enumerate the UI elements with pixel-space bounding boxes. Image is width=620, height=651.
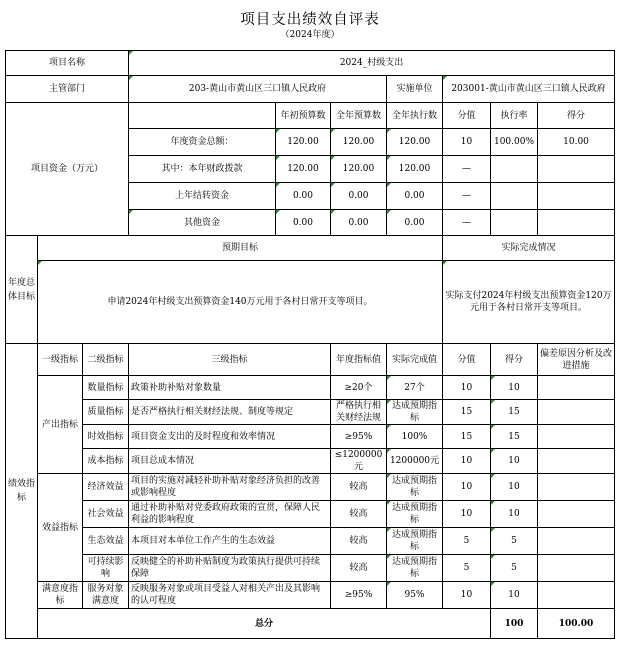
indicator-deviation xyxy=(538,528,615,555)
group-benefit-label: 效益指标 xyxy=(38,474,83,582)
indicator-target: 严格执行相关财经法规 xyxy=(331,400,387,425)
funds-header-initial: 年初预算数 xyxy=(276,103,331,129)
report-year: （2024年度） xyxy=(280,30,340,40)
indicator-sub: 服务对象满意度 xyxy=(83,582,129,609)
funds-row-executed: 0.00 xyxy=(387,183,443,210)
funds-row-executed: 0.00 xyxy=(387,210,443,236)
indicator-score: 15 xyxy=(491,400,538,425)
indicator-desc: 是否严格执行相关财经法规、制度等规定 xyxy=(129,400,331,425)
indicator-score: 5 xyxy=(491,555,538,582)
project-name-label: 项目名称 xyxy=(6,51,129,76)
indicator-sub: 经济效益 xyxy=(83,474,129,501)
funds-row-rate xyxy=(491,156,538,183)
total-value: 100 xyxy=(491,609,538,639)
indicator-desc: 反映服务对象或项目受益人对相关产出及其影响的认可程度 xyxy=(129,582,331,609)
funds-row-annual: 120.00 xyxy=(331,129,387,156)
funds-row-annual: 120.00 xyxy=(331,156,387,183)
indicator-desc: 项目总成本情况 xyxy=(129,449,331,474)
header-level2: 二级指标 xyxy=(83,344,129,376)
funds-row-initial: 0.00 xyxy=(276,210,331,236)
funds-row-annual: 0.00 xyxy=(331,183,387,210)
indicator-score: 10 xyxy=(491,474,538,501)
funds-row-annual: 0.00 xyxy=(331,210,387,236)
indicator-value: 10 xyxy=(443,376,491,400)
unit-label: 实施单位 xyxy=(387,76,443,103)
funds-row-score-value: 10 xyxy=(443,129,491,156)
funds-row-score xyxy=(538,183,615,210)
indicator-actual: 达成预期指标 xyxy=(387,400,443,425)
indicator-actual: 95% xyxy=(387,582,443,609)
indicator-sub: 数量指标 xyxy=(83,376,129,400)
indicator-value: 10 xyxy=(443,474,491,501)
funds-label: 项目资金（万元） xyxy=(6,103,129,236)
indicator-actual: 达成预期指标 xyxy=(387,528,443,555)
indicator-value: 10 xyxy=(443,449,491,474)
group-satisfaction-label: 满意度指标 xyxy=(38,582,83,609)
indicator-deviation xyxy=(538,555,615,582)
funds-row-executed: 120.00 xyxy=(387,129,443,156)
indicator-value: 15 xyxy=(443,425,491,449)
indicator-score: 5 xyxy=(491,528,538,555)
indicator-score: 10 xyxy=(491,449,538,474)
total-label: 总分 xyxy=(38,609,491,639)
header-actual: 实际完成值 xyxy=(387,344,443,376)
funds-header-score: 得分 xyxy=(538,103,615,129)
indicator-target: ≥95% xyxy=(331,582,387,609)
indicator-target: 较高 xyxy=(331,555,387,582)
goals-expected-text: 申请2024年村级支出预算资金140万元用于各村日常开支等项目。 xyxy=(38,261,443,344)
indicator-desc: 项目的实施对减轻补助补贴对象经济负担的改善或影响程度 xyxy=(129,474,331,501)
header-level3: 三级指标 xyxy=(129,344,331,376)
indicator-target: 较高 xyxy=(331,528,387,555)
unit-value: 203001-黄山市黄山区三口镇人民政府 xyxy=(443,76,615,103)
indicator-actual: 1200000元 xyxy=(387,449,443,474)
indicator-score: 10 xyxy=(491,501,538,528)
funds-row-name: 其中：本年财政拨款 xyxy=(129,156,276,183)
indicator-sub: 成本指标 xyxy=(83,449,129,474)
indicator-deviation xyxy=(538,449,615,474)
funds-row-score: 10.00 xyxy=(538,129,615,156)
indicator-score: 15 xyxy=(491,425,538,449)
header-deviation: 偏差原因分析及改进措施 xyxy=(538,344,615,376)
indicator-value: 10 xyxy=(443,582,491,609)
indicator-sub: 可持续影响 xyxy=(83,555,129,582)
indicator-score: 10 xyxy=(491,376,538,400)
dept-value: 203-黄山市黄山区三口镇人民政府 xyxy=(129,76,387,103)
indicator-desc: 通过补助补贴对党委政府政策的宣贯，保障人民利益的影响程度 xyxy=(129,501,331,528)
indicator-deviation xyxy=(538,474,615,501)
funds-row-name: 年度资金总额： xyxy=(129,129,276,156)
indicator-deviation xyxy=(538,400,615,425)
indicator-target: 较高 xyxy=(331,501,387,528)
funds-row-rate xyxy=(491,183,538,210)
indicator-value: 5 xyxy=(443,555,491,582)
indicator-sub: 社会效益 xyxy=(83,501,129,528)
indicator-target: ≥20个 xyxy=(331,376,387,400)
dept-label: 主管部门 xyxy=(6,76,129,103)
indicator-target: ≤1200000元 xyxy=(331,449,387,474)
indicator-actual: 达成预期指标 xyxy=(387,501,443,528)
goals-expected-header: 预期目标 xyxy=(38,236,443,261)
header-score: 得分 xyxy=(491,344,538,376)
funds-header-rate: 执行率 xyxy=(491,103,538,129)
funds-row-executed: 120.00 xyxy=(387,156,443,183)
indicator-score: 10 xyxy=(491,582,538,609)
indicator-desc: 反映健全的补助补贴制度为政策执行提供可持续保障 xyxy=(129,555,331,582)
funds-row-rate xyxy=(491,210,538,236)
indicator-desc: 政策补助补贴对象数量 xyxy=(129,376,331,400)
funds-row-score xyxy=(538,156,615,183)
indicators-label: 绩效指标 xyxy=(6,344,38,639)
indicator-desc: 项目资金支出的及时程度和效率情况 xyxy=(129,425,331,449)
funds-row-rate: 100.00% xyxy=(491,129,538,156)
indicator-target: 较高 xyxy=(331,474,387,501)
funds-header-score-value: 分值 xyxy=(443,103,491,129)
funds-header-executed: 全年执行数 xyxy=(387,103,443,129)
indicator-actual: 达成预期指标 xyxy=(387,474,443,501)
indicator-sub: 生态效益 xyxy=(83,528,129,555)
goals-actual-text: 实际支付2024年村级支出预算资金120万元用于各村日常开支等项目。 xyxy=(443,261,615,344)
indicator-actual: 27个 xyxy=(387,376,443,400)
indicator-deviation xyxy=(538,376,615,400)
indicator-actual: 100% xyxy=(387,425,443,449)
indicator-deviation xyxy=(538,582,615,609)
funds-row-name: 上年结转资金 xyxy=(129,183,276,210)
indicator-value: 15 xyxy=(443,400,491,425)
funds-header-blank xyxy=(129,103,276,129)
goals-actual-header: 实际完成情况 xyxy=(443,236,615,261)
total-score: 100.00 xyxy=(538,609,615,639)
funds-row-name: 其他资金 xyxy=(129,210,276,236)
indicator-target: ≥95% xyxy=(331,425,387,449)
indicator-value: 10 xyxy=(443,501,491,528)
header-target: 年度指标值 xyxy=(331,344,387,376)
evaluation-table xyxy=(5,50,615,639)
indicator-sub: 时效指标 xyxy=(83,425,129,449)
indicator-value: 5 xyxy=(443,528,491,555)
indicator-deviation xyxy=(538,425,615,449)
funds-header-annual: 全年预算数 xyxy=(331,103,387,129)
funds-row-score xyxy=(538,210,615,236)
header-level1: 一级指标 xyxy=(38,344,83,376)
funds-row-initial: 0.00 xyxy=(276,183,331,210)
funds-row-initial: 120.00 xyxy=(276,156,331,183)
funds-row-score-value: — xyxy=(443,210,491,236)
group-output-label: 产出指标 xyxy=(38,376,83,474)
goals-label: 年度总体目标 xyxy=(6,236,38,344)
header-value: 分值 xyxy=(443,344,491,376)
indicator-desc: 本项目对本单位工作产生的生态效益 xyxy=(129,528,331,555)
indicator-sub: 质量指标 xyxy=(83,400,129,425)
report-title: 项目支出绩效自评表 xyxy=(240,12,380,28)
project-name-value: 2024_村级支出 xyxy=(129,51,615,76)
funds-row-initial: 120.00 xyxy=(276,129,331,156)
indicator-deviation xyxy=(538,501,615,528)
indicator-actual: 达成预期指标 xyxy=(387,555,443,582)
funds-row-score-value: — xyxy=(443,156,491,183)
funds-row-score-value: — xyxy=(443,183,491,210)
